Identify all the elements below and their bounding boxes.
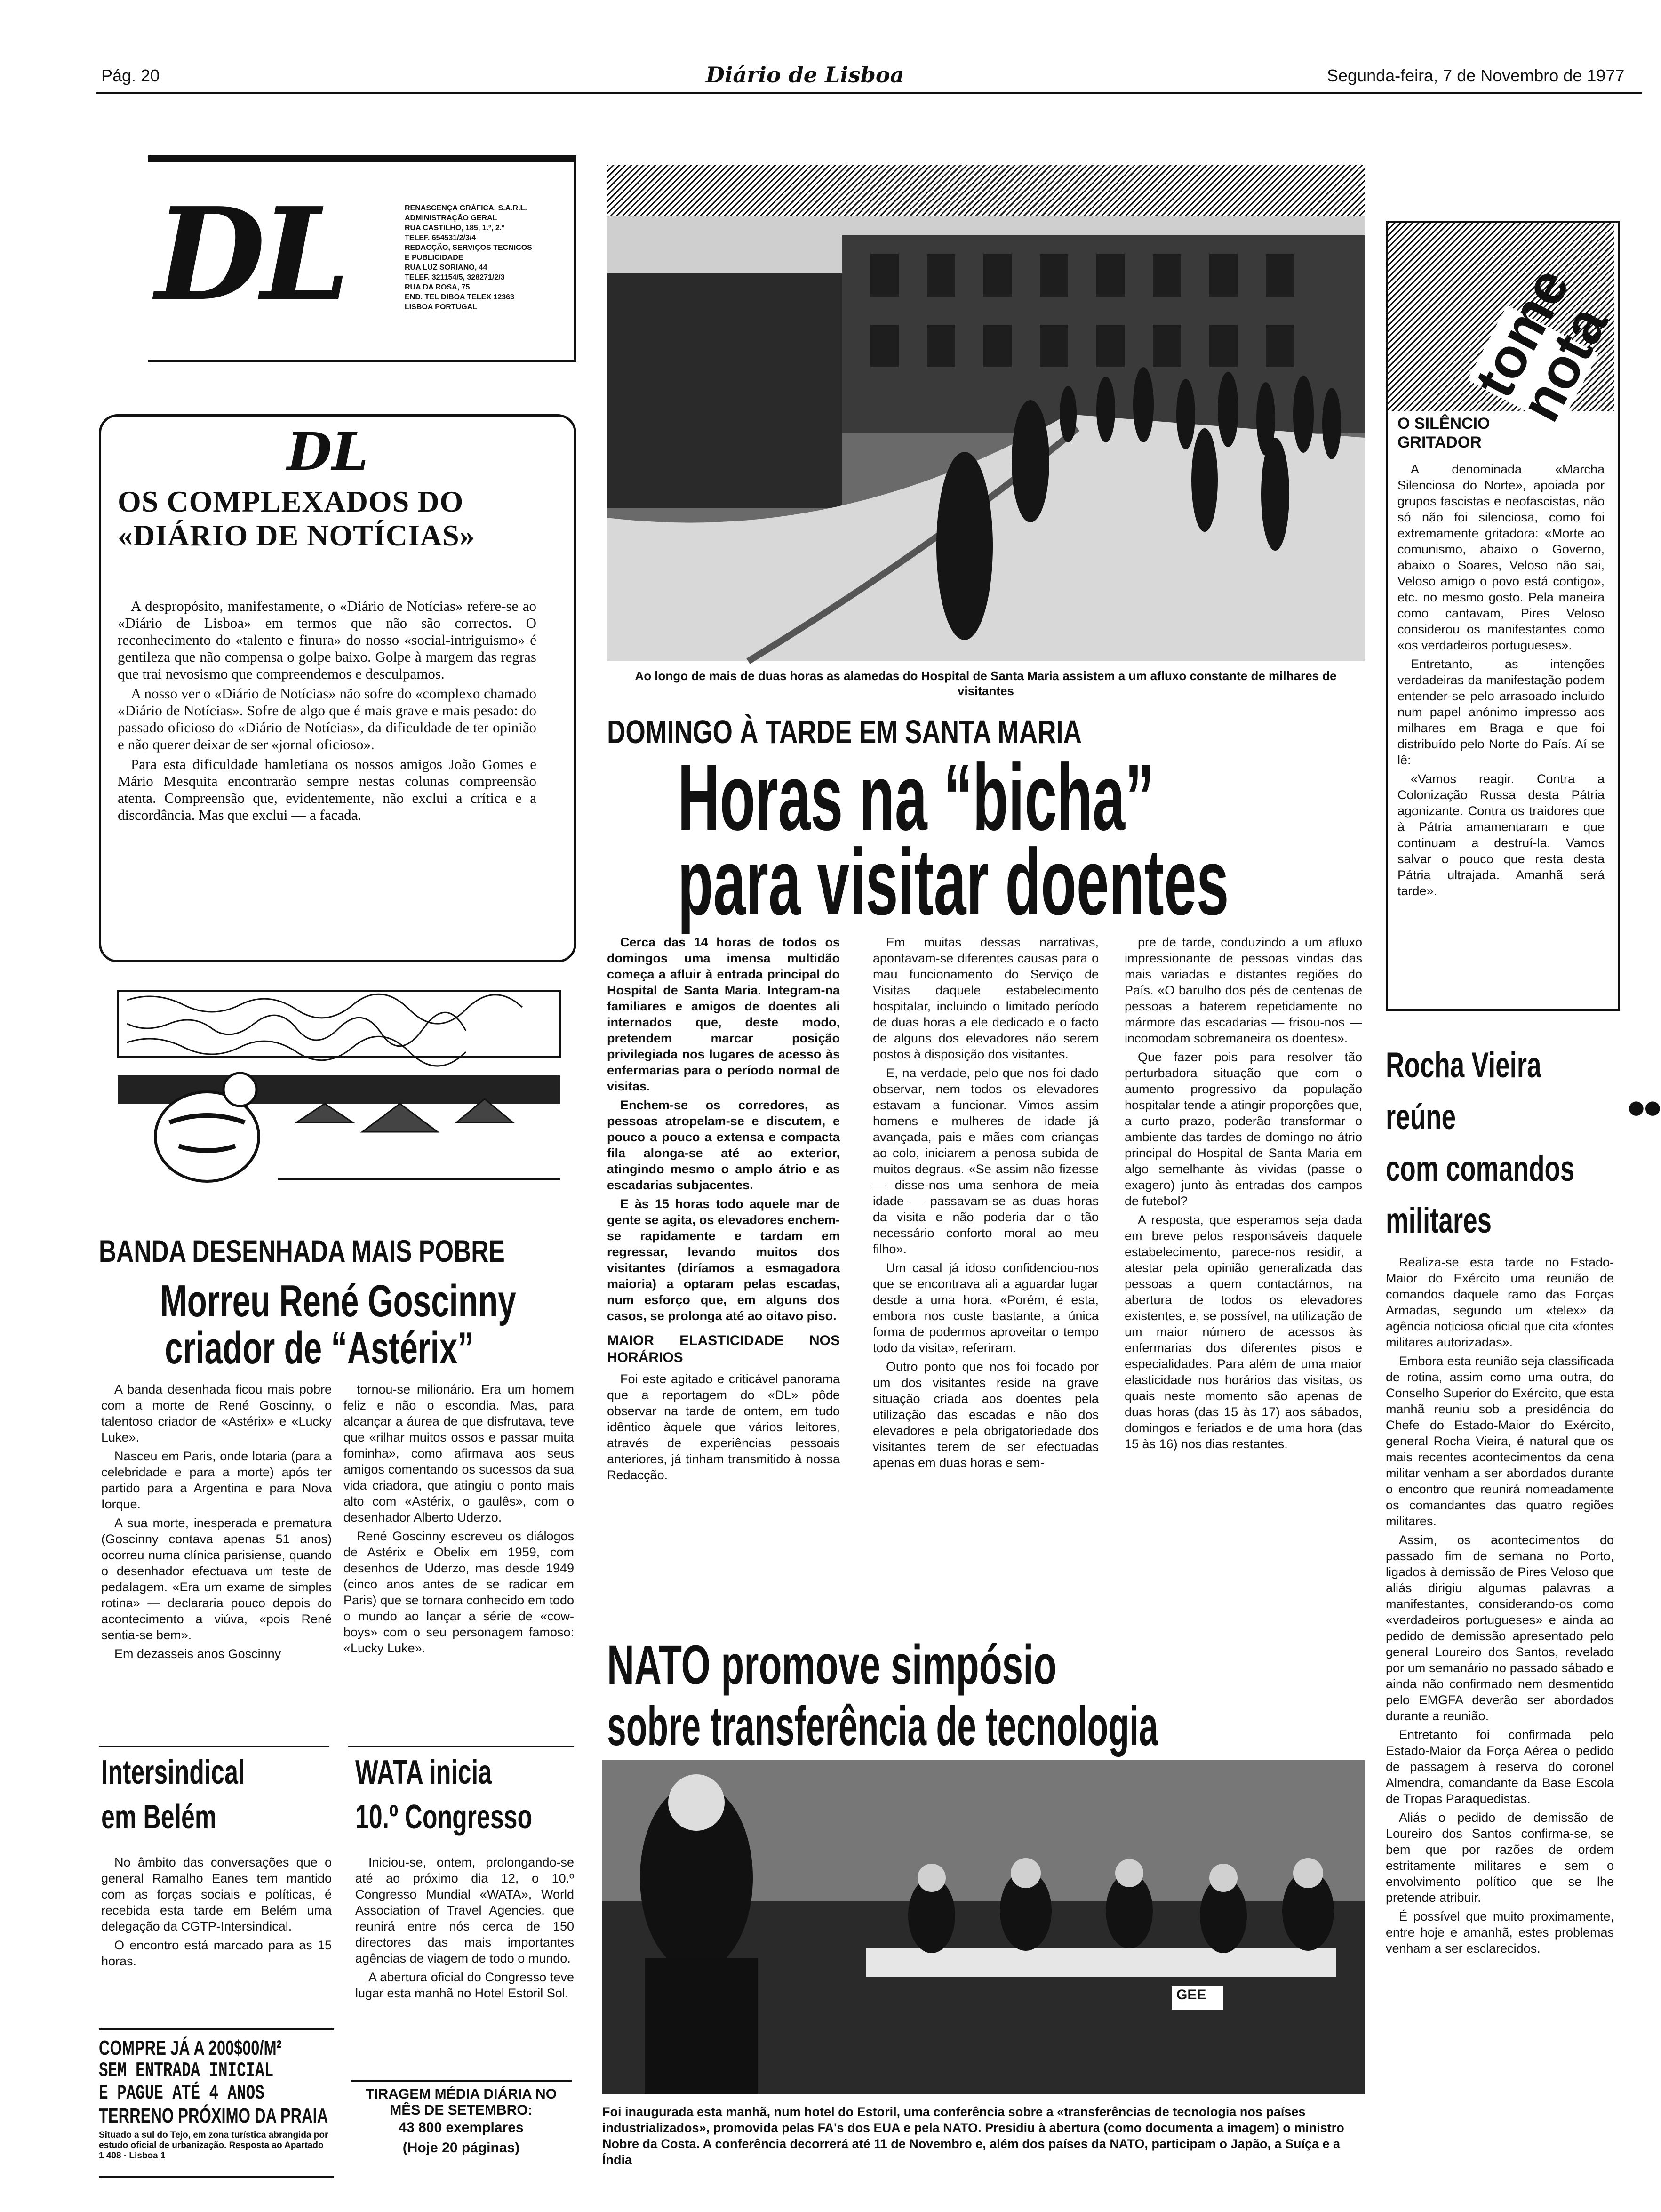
nato-photo-sign: GEE xyxy=(1176,1987,1206,2003)
santa-maria-headline-2: para visitar doentes xyxy=(678,830,1229,935)
hospital-photo xyxy=(607,216,1365,661)
editorial-paragraph: A nosso ver o «Diário de Notícias» não sofre do «complexo chamado «Diário de Notícias». Sofre de algo que é mais grave e mais pesado: do passado oficioso do «Diário de Notícias», da dificuldade de ter opinião e não querer deixar de ser «jornal oficioso». xyxy=(118,685,540,753)
santa-maria-paragraph: Foi este agitado e criticável panorama que a reportagem do «DL» pôde observar na tarde de ontem, em tudo idêntico àquele que vários leitores, através de experiências pessoais anteriores, já tinham transmitido à nossa Redacção. xyxy=(607,1372,844,1482)
intersindical-rule xyxy=(99,1746,329,1747)
address-line: REDACÇÃO, SERVIÇOS TECNICOS xyxy=(405,244,532,252)
goscinny-kicker: BANDA DESENHADA MAIS POBRE xyxy=(99,1234,505,1268)
goscinny-paragraph: A banda desenhada ficou mais pobre com a morte de René Goscinny, o talentoso criador de «Astérix» e «Lucky Luke». xyxy=(101,1382,335,1444)
address-line: TELEF. 654531/2/3/4 xyxy=(405,234,476,242)
hospital-photo-drawing xyxy=(607,216,1365,661)
goscinny-paragraph: René Goscinny escreveu os diálogos de Astérix e Obelix em 1959, com desenhos de Uderzo, mas desde 1949 (cinco anos antes de se radicar em Paris) que se tornara conhecido em todo o mundo ao lançar a série de «cow-boys» com o seu personagem famoso: «Lucky Luke». xyxy=(343,1529,578,1655)
santa-maria-paragraph: A resposta, que esperamos seja dada em breve pelos responsáveis daquele estabelecimento, parece-nos residir, a atestar pela opinião generalizada das pessoas a quem contactámos, na abertura de todos os elevadores existentes, e, se possível, na utilização de um maior número de acessos às enfermarias dos diferentes pisos e especialidades. Para além de uma maior elasticidade nos horários das visitas, os quais neste momento são apenas de duas horas (das 15 às 17) aos sábados, domingos e feriados e de uma hora (das 15 às 16) nos dias restantes. xyxy=(1125,1213,1366,1451)
land-ad xyxy=(99,2028,334,2178)
intersindical-headline-2: em Belém xyxy=(101,1798,216,1836)
intersindical-headline-1: Intersindical xyxy=(101,1754,245,1791)
tome-nota-title: O SILÊNCIO GRITADOR xyxy=(1397,415,1490,451)
tome-nota-tag: tome nota xyxy=(1462,258,1620,432)
cartoon-drawing xyxy=(99,981,572,1198)
asterix-cartoon xyxy=(99,981,572,1198)
rocha-vieira-headline-4: militares xyxy=(1386,1201,1492,1241)
circulation-line-1: TIRAGEM MÉDIA DIÁRIA NO xyxy=(365,2086,557,2102)
address-line: END. TEL DIBOA TELEX 12363 xyxy=(405,293,514,301)
editorial-paragraph: A despropósito, manifestamente, o «Diário de Notícias» refere-se ao «Diário de Lisboa» em termos que não são correctos. O reconhecimento do «talento e finura» do nosso «social-intriguismo» é gentileza que não compensa o golpe baixo. Golpe à margem das regras que trai nevosismo que compreendemos e desculpamos. xyxy=(118,598,540,682)
wata-headline-2: 10.º Congresso xyxy=(355,1798,533,1836)
santa-maria-paragraph: E, na verdade, pelo que nos foi dado observar, nem todos os elevadores estavam a funcionar. Vimos assim homens e mulheres de idade já avançada, pais e mães com crianças ao colo, iniciarem a penosa subida de muitos degraus. «Se assim não fizesse — disse-nos uma senhora de meia idade — passavam-se as duas horas da visita e não poderia dar o tão necessário conforto moral ao meu filho». xyxy=(873,1066,1102,1256)
rocha-vieira-paragraph: Embora esta reunião seja classificada de rotina, assim como uma outra, do Conselho Superior do Exército, que esta manhã reuniu sob a presidência do Chefe do Estado-Maior do Exército, general Rocha Vieira, é natural que os mais recentes acontecimentos da cena militar venham a ser abordados durante o encontro que reunirá nomeadamente os comandantes das quatro regiões militares. xyxy=(1386,1354,1618,1528)
circulation-line-4: (Hoje 20 páginas) xyxy=(402,2140,520,2156)
goscinny-headline-2: criador de “Astérix” xyxy=(165,1323,474,1373)
ad-line-1: COMPRE JÁ A 200$00/M² xyxy=(99,2036,282,2060)
intersindical-paragraph: No âmbito das conversações que o general Ramalho Eanes tem mantido com as forças sociais e políticas, é recebida esta tarde em Belém uma delegação da CGTP-Intersindical. xyxy=(101,1855,335,1933)
nato-photo xyxy=(602,1760,1365,2094)
address-line: ADMINISTRAÇÃO GERAL xyxy=(405,214,497,222)
santa-maria-col-1 xyxy=(607,934,844,1486)
santa-maria-headline-1: Horas na “bicha” xyxy=(678,745,1154,850)
tome-nota-paragraph: A denominada «Marcha Silenciosa do Norte», apoiada por grupos fascistas e neofascistas, não só não foi silenciosa, como foi extremamente gritadora: «Morte ao comunismo, abaixo o Governo, abaixo o Soares, Veloso não sai, Veloso amigo o povo está contigo», etc. no mesmo gosto. Pela maneira como cantavam, Pires Veloso considerou os manifestantes como «os verdadeiros portugueses». xyxy=(1397,462,1608,652)
rocha-vieira-paragraph: Assim, os acontecimentos do passado fim de semana no Porto, ligados à demissão de Pires Veloso que aliás dirigiu algumas palavras a manifestantes, considerando-os como «verdadeiros portugueses» e ainda ao pedido de demissão apresentado pelo general Loureiro dos Santos, revelado por um semanário no passado sábado e ainda não confirmado nem desmentido pelo EMGFA deverão ser abordados durante a reunião. xyxy=(1386,1533,1618,1723)
santa-maria-paragraph: Em muitas dessas narrativas, apontavam-se diferentes causas para o mau funcionamento do Serviço de Visitas daquele estabelecimento hospitalar, incluindo o limitado período de duas horas a ele dedicado e o facto de alguns dos elevadores não serem postos à disposição dos visitantes. xyxy=(873,935,1102,1061)
wata-body xyxy=(355,1854,578,2004)
rocha-vieira-headline-1: Rocha Vieira xyxy=(1386,1045,1541,1085)
goscinny-paragraph: A sua morte, inesperada e prematura (Goscinny contava apenas 51 anos) ocorreu numa clínica parisiense, quando o desenhador efectuava um teste de pedalagem. «Era um exame de simples rotina» — declararia pouco depois do acontecimento a viúva, «pois René sentia-se bem». xyxy=(101,1516,335,1642)
rocha-vieira-paragraph: Entretanto foi confirmada pelo Estado-Maior da Força Aérea o pedido de passagem à reserva do coronel Almendra, comandante da Base Escola de Tropas Paraquedistas. xyxy=(1386,1728,1618,1806)
santa-maria-paragraph: Enchem-se os corredores, as pessoas atropelam-se e discutem, e pouco a pouco a extensa e compacta fila alonga-se até ao exterior, atingindo mesmo o amplo átrio e as escadarias subjacentes. xyxy=(607,1098,844,1192)
santa-maria-paragraph: Cerca das 14 horas de todos os domingos uma imensa multidão começa a afluir à entrada principal do Hospital de Santa Maria. Integram-na familiares e amigos de doentes ali internados que, deste modo, pretendem marcar posição privilegiada nos lugares de acesso às enfermarias para o período normal de visitas. xyxy=(607,935,844,1093)
rocha-vieira-paragraph: Aliás o pedido de demissão de Loureiro dos Santos confirma-se, se bem que por razões de ordem estritamente militares e sem o envolvimento político que se lhe pretende atribuir. xyxy=(1386,1811,1618,1905)
intersindical-paragraph: O encontro está marcado para as 15 horas. xyxy=(101,1938,335,1968)
dl-logo: DL xyxy=(155,179,345,329)
goscinny-paragraph: Em dezasseis anos Goscinny xyxy=(114,1647,281,1661)
goscinny-headline-1: Morreu René Goscinny xyxy=(160,1276,516,1326)
photo-hatch-frame xyxy=(607,165,1365,216)
santa-maria-col-2 xyxy=(873,934,1102,1474)
address-line: RUA DA ROSA, 75 xyxy=(405,283,470,291)
rocha-vieira-paragraph: É possível que muito proximamente, entre hoje e amanhã, estes problemas venham a ser esclarecidos. xyxy=(1386,1909,1618,1956)
wata-rule xyxy=(348,1746,574,1747)
rule-left-main xyxy=(588,141,589,2165)
publisher-address xyxy=(405,203,532,312)
address-line: LISBOA PORTUGAL xyxy=(405,303,478,311)
masthead-rule xyxy=(96,92,1642,94)
santa-maria-paragraph: pre de tarde, conduzindo a um afluxo impressionante de pessoas vindas das mais variadas e distantes regiões do País. «O barulho dos pés de centenas de pessoas a baterem repetidamente no mármore das escadarias — frisou-nos — incomodam sobremaneira os doentes». xyxy=(1125,935,1366,1045)
editorial-title: OS COMPLEXADOS DO «DIÁRIO DE NOTÍCIAS» xyxy=(118,485,475,552)
santa-maria-col-1-text xyxy=(607,934,844,1324)
address-line: RUA LUZ SORIANO, 44 xyxy=(405,264,487,272)
nato-headline-1: NATO promove simpósio xyxy=(607,1634,1057,1696)
goscinny-paragraph: Nasceu em Paris, onde lotaria (para a celebridade e para a morte) após ter partido para a Argentina e para Nova Iorque. xyxy=(101,1449,335,1511)
tome-nota-paragraph: Entretanto, as intenções verdadeiras da manifestação podem entender-se pelo arrasoado incluido num papel anónimo impresso aos milhares em Braga e que foi distribuído pelo Norte do País. Aí se lê: xyxy=(1397,657,1608,767)
address-line: RENASCENÇA GRÁFICA, S.A.R.L. xyxy=(405,204,527,212)
issue-date: Segunda-feira, 7 de Novembro de 1977 xyxy=(1327,66,1625,85)
santa-maria-kicker: DOMINGO À TARDE EM SANTA MARIA xyxy=(607,713,1082,750)
tome-nota-body xyxy=(1397,461,1608,902)
nato-headline-2: sobre transferência de tecnologia xyxy=(607,1695,1158,1757)
goscinny-col-2 xyxy=(343,1381,578,1659)
santa-maria-subhead: MAIOR ELASTICIDADE NOS HORÁRIOS xyxy=(607,1333,840,1365)
ad-line-2: SEM ENTRADA INICIAL xyxy=(99,2059,274,2083)
address-line: E PUBLICIDADE xyxy=(405,254,463,262)
santa-maria-paragraph: Outro ponto que nos foi focado por um dos visitantes reside na grave situação criada aos doentes pela utilização das escadas e não dos elevadores e pela obrigatoriedade dos visitantes terem de ser efectuadas apenas em duas horas e sem- xyxy=(873,1360,1102,1470)
page-number: Pág. 20 xyxy=(101,66,160,85)
santa-maria-paragraph: E às 15 horas todo aquele mar de gente se agita, os elevadores enchem-se rapidamente e tardam em regressar, levando muitos dos visitantes (diríamos a esmagadora maioria) a optaram pelas escadas, num esforço que, em alguns dos casos, se prolonga até ao oitavo piso. xyxy=(607,1197,844,1323)
address-line: TELEF. 321154/5, 328271/2/3 xyxy=(405,273,505,281)
santa-maria-paragraph: Um casal já idoso confidenciou-nos que se encontrava ali a aguardar lugar desde a uma hora. «Porém, é esta, embora nos custe bastante, a única forma de podermos aproveitar o tempo todo da visita», referiram. xyxy=(873,1261,1102,1355)
santa-maria-paragraph: Que fazer pois para resolver tão perturbadora situação que com o aumento progressivo da população hospitalar tende a atingir proporções que, a curto prazo, poderão transformar o ambiente das tardes de domingo no átrio principal do Hospital de Santa Maria em algo semelhante às vividas (passe o exagero) junto às entradas dos campos de futebol? xyxy=(1125,1050,1366,1208)
circulation-rule xyxy=(351,2080,572,2082)
editorial-logo: DL xyxy=(287,421,368,482)
nato-photo-drawing xyxy=(602,1760,1365,2094)
wata-headline-1: WATA inicia xyxy=(355,1754,492,1791)
ad-small-print: Situado a sul do Tejo, em zona turística abrangida por estudo oficial de urbanização. Resposta ao Apartado 1 408 · Lisboa 1 xyxy=(99,2130,328,2161)
address-line: RUA CASTILHO, 185, 1.º, 2.º xyxy=(405,224,505,232)
hospital-photo-caption: Ao longo de mais de duas horas as alamedas do Hospital de Santa Maria assistem a um afluxo constante de milhares de visitantes xyxy=(635,669,1337,698)
goscinny-col-1 xyxy=(101,1381,335,1665)
ad-line-4: TERRENO PRÓXIMO DA PRAIA xyxy=(99,2104,328,2127)
rocha-vieira-headline-2: reúne xyxy=(1386,1097,1456,1137)
santa-maria-col-1b-text xyxy=(607,1371,844,1483)
nato-photo-caption: Foi inaugurada esta manhã, num hotel do Estoril, uma conferência sobre a «transferências de tecnologia nos países industrializados», promovida pelas FA's dos EUA e pela NATO. Presidiu à abertura (como documenta a imagem) o ministro Nobre da Costa. A conferência decorrerá até 11 de Novembro e, além dos países da NATO, participam o Japão, a Suíça e a Índia xyxy=(602,2105,1344,2167)
wata-paragraph: Iniciou-se, ontem, prolongando-se até ao próximo dia 12, o 10.º Congresso Mundial «WATA», World Association of Travel Agencies, que reunirá entre nós cerca de 150 directores das mais importantes agências de viagem de todo o mundo. xyxy=(355,1855,578,1965)
wata-paragraph: A abertura oficial do Congresso teve lugar esta manhã no Hotel Estoril Sol. xyxy=(355,1970,578,2000)
editorial-body xyxy=(118,598,540,826)
intersindical-body xyxy=(101,1854,335,1972)
circulation-box xyxy=(351,2080,572,2159)
circulation-line-2: MÊS DE SETEMBRO: xyxy=(390,2102,533,2118)
rocha-vieira-body xyxy=(1386,1254,1618,1959)
editorial-paragraph: Para esta dificuldade hamletiana os nossos amigos João Gomes e Mário Mesquita encontrarão sempre nestas colunas compreensão atenta. Compreensão que, evidentemente, não exclui a crítica e a discordância. Mas que exclui — a facada. xyxy=(118,756,540,823)
newspaper-title: Diário de Lisboa xyxy=(706,62,904,88)
bullet-dots: ●● xyxy=(1628,1097,1661,1118)
goscinny-paragraph: tornou-se milionário. Era um homem feliz e não o escondia. Mas, para alcançar a áurea de que disfrutava, teve que «rilhar muitos ossos e passar muita fominha», como afirmava aos seus amigos comentando os sucessos da sua vida criadora, que atingiu o ponto mais alto com «Astérix, o gaulês», com o desenhador Alberto Uderzo. xyxy=(343,1382,578,1524)
circulation-line-3: 43 800 exemplares xyxy=(399,2120,524,2135)
rocha-vieira-headline-3: com comandos xyxy=(1386,1149,1575,1189)
rocha-vieira-paragraph: Realiza-se esta tarde no Estado-Maior do Exército uma reunião de comandos daquele ramo das Forças Armadas, segundo um «telex» da agência noticiosa oficial que cita «fontes militares autorizadas». xyxy=(1386,1255,1618,1349)
santa-maria-col-3 xyxy=(1125,934,1366,1455)
ad-line-3: E PAGUE ATÉ 4 ANOS xyxy=(99,2082,264,2105)
tome-nota-paragraph: «Vamos reagir. Contra a Colonização Russa desta Pátria agonizante. Contra os traidores que à Pátria amamentaram e que continuam a destruí-la. Vamos salvar o pouco que resta desta Pátria ultrajada. Amanhã será tarde». xyxy=(1397,772,1608,898)
